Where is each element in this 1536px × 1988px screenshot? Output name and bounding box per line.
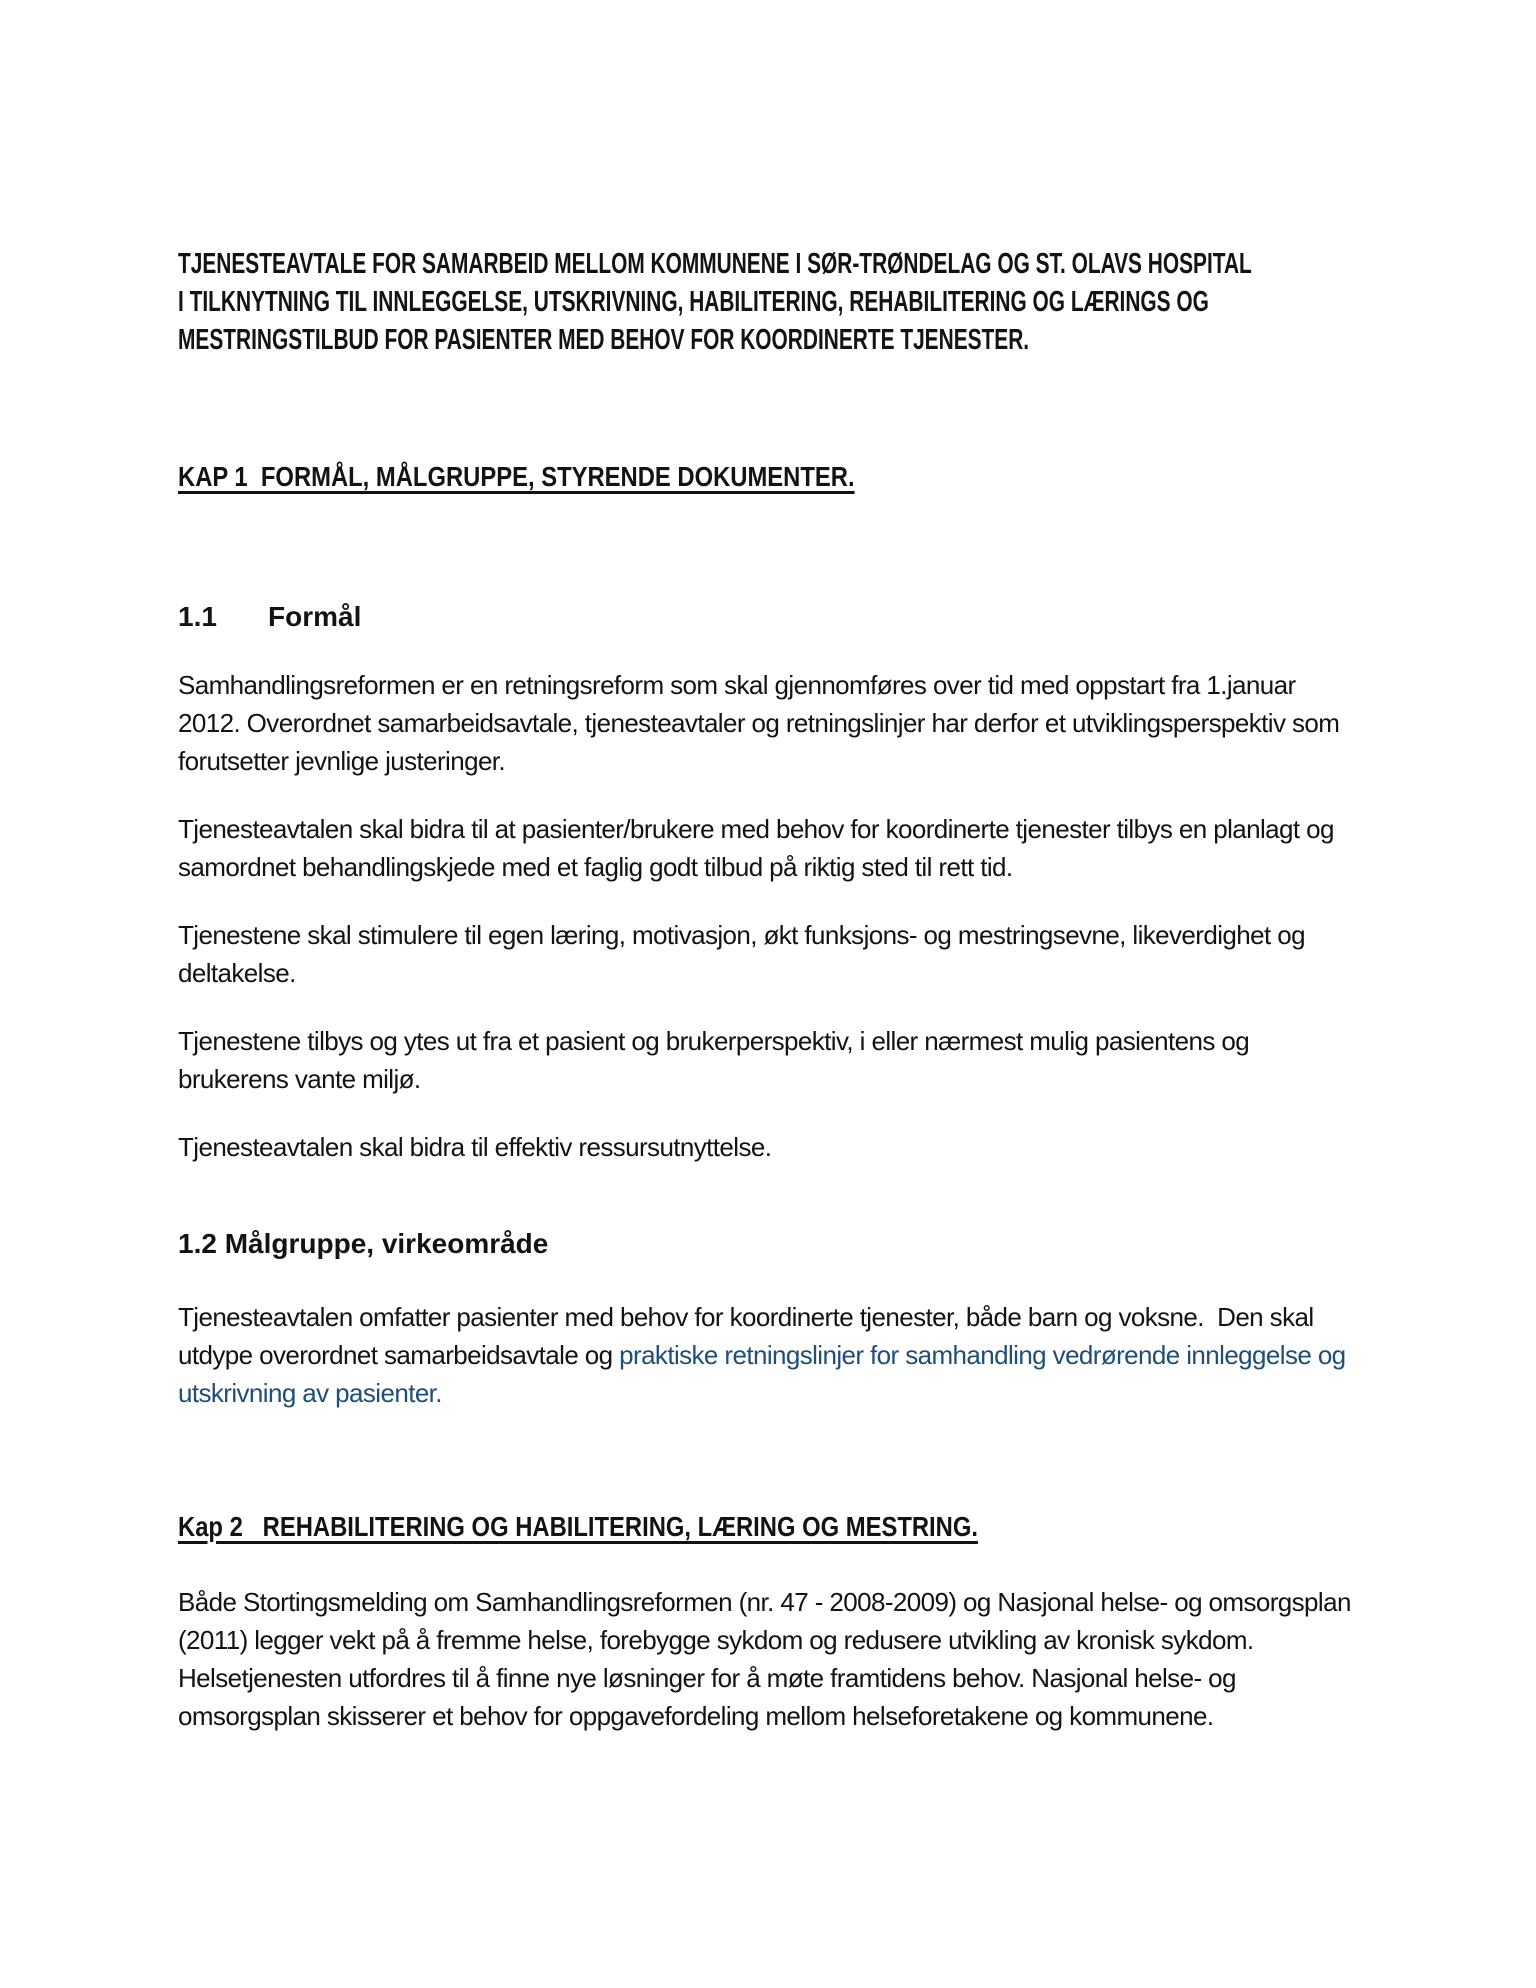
hyperlink-praktiske-retningslinjer[interactable]: praktiske retningslinjer for samhandling vedrørende innleggelse og utskrivning av pasienter. <box>178 1340 1353 1408</box>
document-title-line: TJENESTEAVTALE FOR SAMARBEID MELLOM KOMMUNENE I SØR-TRØNDELAG OG ST. OLAVS HOSPITAL <box>178 248 1252 280</box>
document-title <box>178 245 1358 359</box>
chapter-1-heading: KAP 1 FORMÅL, MÅLGRUPPE, STYRENDE DOKUMENTER. <box>178 461 855 492</box>
paragraph: Tjenestene tilbys og ytes ut fra et pasient og brukerperspektiv, i eller nærmest mulig pasientens og brukerens vante miljø. <box>178 1026 1256 1094</box>
paragraph: Tjenesteavtalen skal bidra til effektiv ressursutnyttelse. <box>178 1132 772 1162</box>
paragraph: Samhandlingsreformen er en retningsreform som skal gjennomføres over tid med oppstart fra 1.januar 2012. Overordnet samarbeidsavtale, tjenesteavtaler og retningslinjer har derfor et utviklingsperspektiv som forutsetter jevnlige justeringer. <box>178 670 1346 776</box>
paragraph: Både Stortingsmelding om Samhandlingsreformen (nr. 47 - 2008-2009) og Nasjonal helse- og omsorgsplan (2011) legger vekt på å fremme helse, forebygge sykdom og redusere utvikling av kronisk sykdom. Helsetjenesten utfordres til å finne nye løsninger for å møte framtidens behov. Nasjonal helse- og omsorgsplan skisserer et behov for oppgavefordeling mellom helseforetakene og kommunene. <box>178 1587 1358 1731</box>
paragraph-text: Tjenesteavtalen omfatter pasienter med behov for koordinerte tjenester, både barn og voksne. Den skal utdype overordnet samarbeidsavtale og <box>178 1302 1321 1370</box>
document-content <box>178 0 1358 1735</box>
document-title-line: MESTRINGSTILBUD FOR PASIENTER MED BEHOV FOR KOORDINERTE TJENESTER. <box>178 324 1030 356</box>
paragraph: Tjenesteavtalen skal bidra til at pasienter/brukere med behov for koordinerte tjenester tilbys en planlagt og samordnet behandlingskjede med et faglig godt tilbud på riktig sted til rett tid. <box>178 814 1341 882</box>
section-1-1-title: Formål <box>268 601 362 632</box>
document-title-line: I TILKNYTNING TIL INNLEGGELSE, UTSKRIVNING, HABILITERING, REHABILITERING OG LÆRINGS OG <box>178 286 1209 318</box>
section-1-1-number: 1.1 <box>178 601 217 632</box>
section-1-2-heading: 1.2 Målgruppe, virkeområde <box>178 1228 549 1259</box>
chapter-2-heading: Kap 2 REHABILITERING OG HABILITERING, LÆRING OG MESTRING. <box>178 1511 978 1542</box>
paragraph <box>178 1298 1358 1412</box>
paragraph: Tjenestene skal stimulere til egen læring, motivasjon, økt funksjons- og mestringsevne, likeverdighet og deltakelse. <box>178 920 1312 988</box>
section-1-1-heading <box>178 598 1358 636</box>
